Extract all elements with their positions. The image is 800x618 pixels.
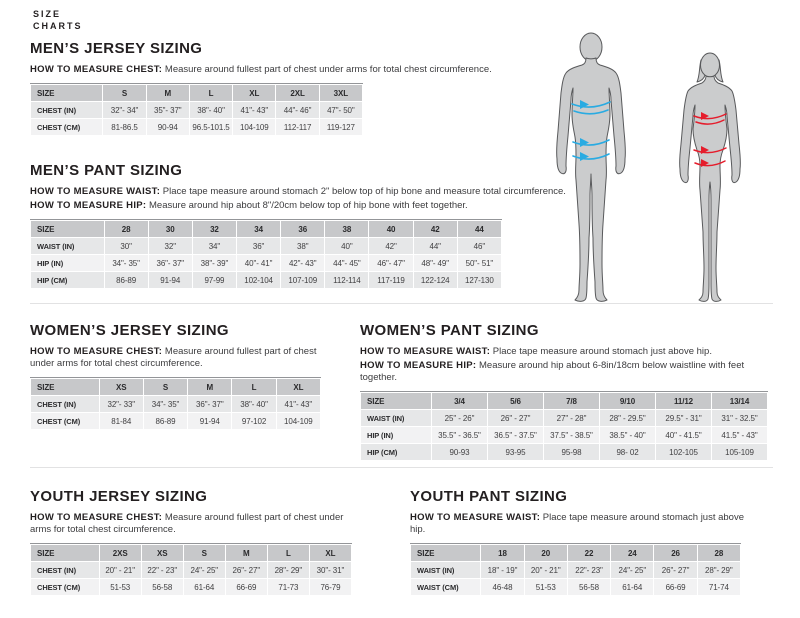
column-header: 3XL [320,85,362,101]
column-header: 26 [654,545,696,561]
table-wrapper [30,377,321,430]
row-label: HIP (CM) [31,272,104,288]
section-title: MEN’S JERSEY SIZING [30,40,203,57]
table-cell: 86-89 [144,413,187,429]
instruction-label: HOW TO MEASURE CHEST: [30,346,163,357]
table-cell: 119-127 [320,119,362,135]
column-header: M [226,545,267,561]
table-cell: 38.5" - 40" [600,427,655,443]
column-header: L [232,379,275,395]
table-cell: 86-89 [105,272,148,288]
row-label: HIP (IN) [361,427,431,443]
size-label-header: SIZE [31,379,99,395]
column-header: 42 [414,221,457,237]
table-cell: 20" - 21" [525,562,567,578]
table-cell: 31" - 32.5" [712,410,767,426]
column-header: XL [233,85,275,101]
table-cell: 36.5" - 37.5" [488,427,543,443]
table-cell: 24"- 25" [611,562,653,578]
table-cell: 50"- 51" [458,255,501,271]
table-cell: 122-124 [414,272,457,288]
youth-pant-table [410,544,741,596]
female-head [701,53,720,77]
table-cell: 38"- 39" [193,255,236,271]
table-cell: 93-95 [488,444,543,460]
column-header: 44 [458,221,501,237]
table-cell: 95-98 [544,444,599,460]
table-cell: 35.5" - 36.5" [432,427,487,443]
table-cell: 26"- 27" [654,562,696,578]
row-label: HIP (CM) [361,444,431,460]
size-label-header: SIZE [31,545,99,561]
table-cell: 90-94 [147,119,189,135]
table-cell: 22"- 23" [568,562,610,578]
table-row [361,410,767,426]
instruction-label: HOW TO MEASURE CHEST: [30,64,163,75]
table-cell: 71-74 [698,579,740,595]
youth-jersey-table [30,544,352,596]
instruction-label: HOW TO MEASURE WAIST: [30,186,161,197]
table-cell: 42" [369,238,412,254]
table-cell: 107-109 [281,272,324,288]
female-body [680,76,741,301]
table-cell: 46"- 47" [369,255,412,271]
section-mens-pant [30,162,570,289]
row-label: CHEST (IN) [31,102,102,118]
instruction-text: Measure around fullest part of chest under arms for total chest circumference. [164,64,492,75]
table-cell: 112-117 [276,119,318,135]
mens-jersey-table [30,84,363,136]
womens-jersey-table [30,378,321,430]
section-womens-pant [360,322,775,461]
table-cell: 51-53 [100,579,141,595]
column-header: 28 [105,221,148,237]
table-row [411,579,740,595]
table-cell: 71-73 [268,579,309,595]
column-header: 34 [237,221,280,237]
table-cell: 97-99 [193,272,236,288]
table-cell: 102-104 [237,272,280,288]
table-cell: 24"- 25" [184,562,225,578]
table-cell: 41"- 43" [277,396,320,412]
section-youth-pant [410,488,750,596]
table-cell: 76-79 [310,579,351,595]
header-row [31,379,320,395]
row-label: CHEST (CM) [31,413,99,429]
instruction-text: Measure around fullest part of chest under arms for total chest circumference. [30,512,344,535]
table-cell: 40"- 41" [237,255,280,271]
table-wrapper [410,543,741,596]
table-cell: 18" - 19" [481,562,523,578]
measure-instruction [30,186,570,198]
table-cell: 96.5-101.5 [190,119,232,135]
table-cell: 97-102 [232,413,275,429]
table-cell: 66-69 [226,579,267,595]
table-cell: 22" - 23" [142,562,183,578]
row-label: WAIST (IN) [411,562,480,578]
table-cell: 127-130 [458,272,501,288]
measure-instruction [360,360,775,384]
column-header: L [268,545,309,561]
mens-pant-table [30,220,502,289]
table-cell: 48"- 49" [414,255,457,271]
measure-instruction [410,512,750,536]
measure-instruction [30,64,550,76]
table-cell: 26"- 27" [226,562,267,578]
table-cell: 81-86.5 [103,119,145,135]
table-cell: 44" [414,238,457,254]
column-header: 7/8 [544,393,599,409]
column-header: S [184,545,225,561]
section-womens-jersey [30,322,330,430]
instruction-text: Measure around hip about 6-8in/18cm below waistline with feet together. [360,360,745,383]
row-label: CHEST (IN) [31,562,99,578]
table-wrapper [30,83,363,136]
table-cell: 28" - 29.5" [600,410,655,426]
header-row [31,221,501,237]
table-wrapper [30,543,352,596]
section-mens-jersey [30,40,550,136]
size-label-header: SIZE [361,393,431,409]
table-cell: 46-48 [481,579,523,595]
measure-instruction [30,512,365,536]
table-cell: 42"- 43" [281,255,324,271]
column-header: 38 [325,221,368,237]
size-label-header: SIZE [31,85,102,101]
column-header: L [190,85,232,101]
header-row [31,85,362,101]
column-header: 36 [281,221,324,237]
column-header: XL [310,545,351,561]
column-header: 28 [698,545,740,561]
table-cell: 81-84 [100,413,143,429]
section-title: YOUTH PANT SIZING [410,488,568,505]
instruction-text: Measure around hip about 8"/20cm below top of hip bone with feet together. [149,200,468,211]
table-cell: 38"- 40" [232,396,275,412]
womens-pant-table [360,392,768,461]
table-row [361,427,767,443]
table-cell: 32"- 34" [103,102,145,118]
table-row [31,238,501,254]
table-cell: 40" [325,238,368,254]
table-cell: 66-69 [654,579,696,595]
female-silhouette [667,52,753,302]
measure-instruction [360,346,775,358]
table-cell: 47"- 50" [320,102,362,118]
table-cell: 117-119 [369,272,412,288]
column-header: M [147,85,189,101]
instruction-text: Place tape measure around stomach just above hip. [492,346,712,357]
instruction-text: Place tape measure around stomach 2" below top of hip bone and measure total circumference. [162,186,566,197]
table-row [31,413,320,429]
table-cell: 41.5" - 43" [712,427,767,443]
row-label: CHEST (CM) [31,579,99,595]
row-label: WAIST (IN) [361,410,431,426]
column-header: 24 [611,545,653,561]
table-cell: 34"- 35" [105,255,148,271]
table-cell: 56-58 [142,579,183,595]
table-cell: 61-64 [184,579,225,595]
table-cell: 36"- 37" [149,255,192,271]
instruction-label: HOW TO MEASURE WAIST: [360,346,491,357]
column-header: 22 [568,545,610,561]
table-cell: 104-109 [233,119,275,135]
section-title: MEN’S PANT SIZING [30,162,183,179]
table-cell: 98- 02 [600,444,655,460]
column-header: XS [142,545,183,561]
instruction-label: HOW TO MEASURE CHEST: [30,512,163,523]
column-header: 3/4 [432,393,487,409]
table-cell: 36" [237,238,280,254]
table-cell: 34" [193,238,236,254]
measure-instruction [30,200,570,212]
column-header: XS [100,379,143,395]
table-cell: 102-105 [656,444,711,460]
table-cell: 44"- 46" [276,102,318,118]
table-cell: 105-109 [712,444,767,460]
header-row [411,545,740,561]
divider [30,467,773,468]
table-cell: 35"- 37" [147,102,189,118]
table-cell: 32" [149,238,192,254]
brand-line-2: CHARTS [33,21,83,32]
table-row [361,444,767,460]
table-cell: 32"- 33" [100,396,143,412]
column-header: 2XS [100,545,141,561]
table-cell: 46" [458,238,501,254]
table-cell: 38"- 40" [190,102,232,118]
table-row [31,579,351,595]
row-label: WAIST (IN) [31,238,104,254]
table-cell: 36"- 37" [188,396,231,412]
table-row [31,255,501,271]
column-header: 40 [369,221,412,237]
column-header: 20 [525,545,567,561]
table-cell: 91-94 [188,413,231,429]
instruction-label: HOW TO MEASURE HIP: [30,200,147,211]
instruction-label: HOW TO MEASURE HIP: [360,360,477,371]
table-cell: 30"- 31" [310,562,351,578]
column-header: 11/12 [656,393,711,409]
table-cell: 37.5" - 38.5" [544,427,599,443]
table-cell: 20" - 21" [100,562,141,578]
table-row [31,562,351,578]
table-cell: 44"- 45" [325,255,368,271]
table-cell: 25" - 26" [432,410,487,426]
table-cell: 51-53 [525,579,567,595]
table-row [31,119,362,135]
row-label: WAIST (CM) [411,579,480,595]
brand-size-charts [33,8,83,32]
table-cell: 91-94 [149,272,192,288]
section-title: YOUTH JERSEY SIZING [30,488,208,505]
size-label-header: SIZE [411,545,480,561]
table-cell: 27" - 28" [544,410,599,426]
table-cell: 104-109 [277,413,320,429]
table-row [31,102,362,118]
table-cell: 56-58 [568,579,610,595]
row-label: HIP (IN) [31,255,104,271]
table-row [31,396,320,412]
measure-instruction [30,346,330,370]
table-cell: 90-93 [432,444,487,460]
male-head [580,33,602,61]
male-silhouette [542,32,640,304]
column-header: 13/14 [712,393,767,409]
column-header: 5/6 [488,393,543,409]
instruction-label: HOW TO MEASURE WAIST: [410,512,541,523]
table-wrapper [30,219,502,289]
table-cell: 34"- 35" [144,396,187,412]
section-youth-jersey [30,488,365,596]
brand-line-1: SIZE [33,9,62,19]
column-header: M [188,379,231,395]
divider [30,303,773,304]
table-cell: 38" [281,238,324,254]
measurement-figures [540,30,775,306]
table-cell: 40" - 41.5" [656,427,711,443]
size-label-header: SIZE [31,221,104,237]
header-row [361,393,767,409]
table-cell: 26" - 27" [488,410,543,426]
table-cell: 28"- 29" [268,562,309,578]
table-cell: 112-114 [325,272,368,288]
column-header: S [144,379,187,395]
row-label: CHEST (IN) [31,396,99,412]
table-cell: 61-64 [611,579,653,595]
column-header: 9/10 [600,393,655,409]
column-header: 32 [193,221,236,237]
male-body [557,58,626,301]
column-header: XL [277,379,320,395]
column-header: 2XL [276,85,318,101]
table-cell: 41"- 43" [233,102,275,118]
row-label: CHEST (CM) [31,119,102,135]
header-row [31,545,351,561]
table-row [31,272,501,288]
column-header: 18 [481,545,523,561]
instruction-text: Place tape measure around stomach just above hip. [410,512,744,535]
section-title: WOMEN’S PANT SIZING [360,322,539,339]
column-header: 30 [149,221,192,237]
instruction-text: Measure around fullest part of chest under arms for total chest circumference. [30,346,317,369]
table-cell: 30" [105,238,148,254]
section-title: WOMEN’S JERSEY SIZING [30,322,229,339]
column-header: S [103,85,145,101]
table-row [411,562,740,578]
table-cell: 28"- 29" [698,562,740,578]
table-cell: 29.5" - 31" [656,410,711,426]
table-wrapper [360,391,768,461]
